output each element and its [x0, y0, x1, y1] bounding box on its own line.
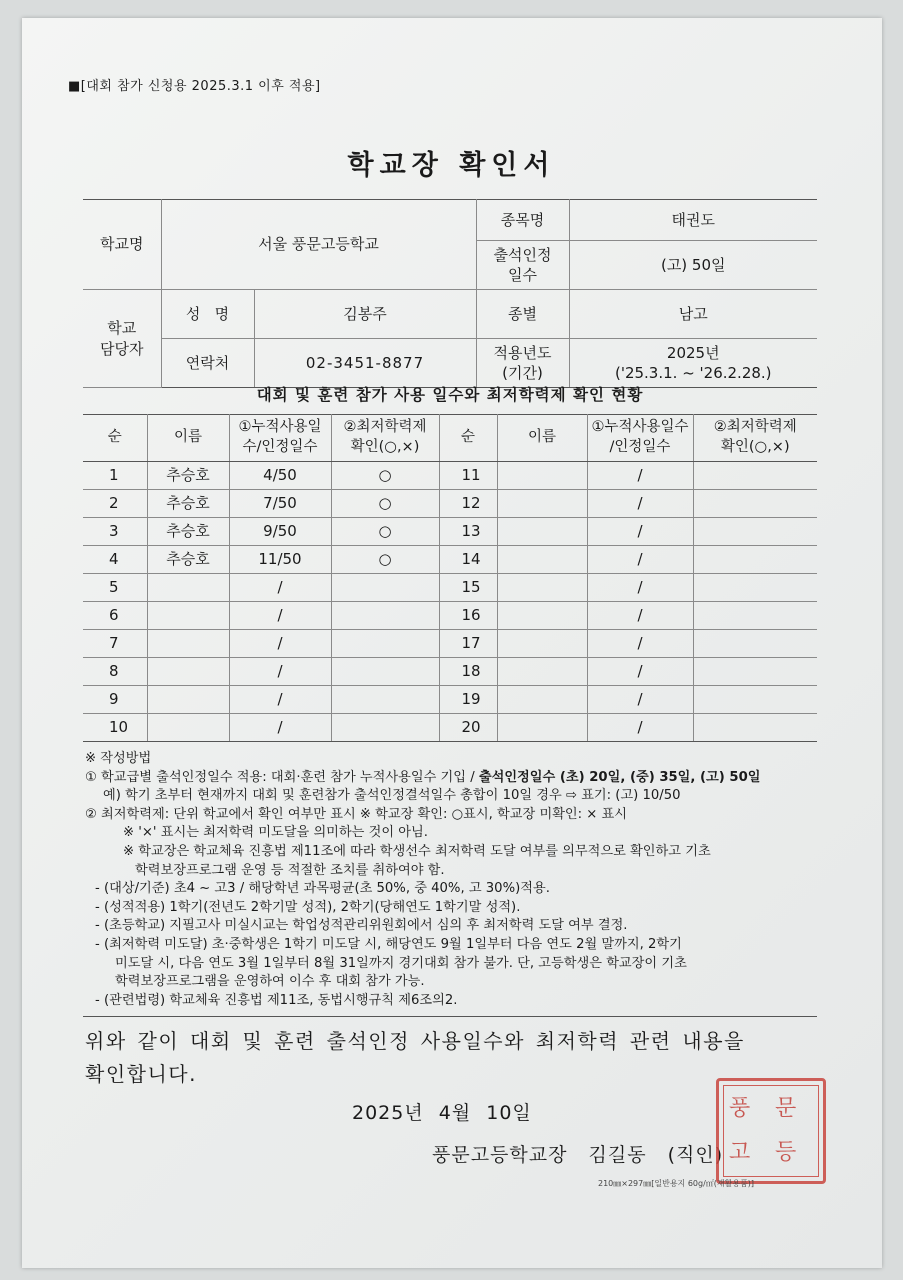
note-2-sub2: ※ 학교장은 학교체육 진흥법 제11조에 따라 학생선수 최저학력 도달 여부를 의무적으로 확인하고 기초 — [123, 843, 711, 859]
row-no: 4 — [83, 546, 147, 574]
row-days2: / — [587, 462, 693, 490]
table-row — [83, 490, 817, 518]
row-name2 — [497, 686, 587, 714]
note-2: ② 최저학력제: 단위 학교에서 확인 여부만 표시 ※ 학교장 확인: ○표시, 학교장 미확인: × 표시 — [85, 806, 628, 822]
row-name2 — [497, 490, 587, 518]
row-days2: / — [587, 490, 693, 518]
row-days: / — [229, 658, 331, 686]
row-check2 — [693, 714, 817, 742]
col-no2: 순 — [439, 415, 497, 462]
note-1-bold: 출석인정일수 (초) 20일, (중) 35일, (고) 50일 — [478, 769, 761, 785]
col-check2: ②최저학력제 확인(○,×) — [693, 415, 817, 462]
row-no: 8 — [83, 658, 147, 686]
row-check — [331, 686, 439, 714]
note-1-example: 예) 학기 초부터 현재까지 대회 및 훈련참가 출석인정결석일수 총합이 10일 경우 ⇨ 표기: (고) 10/50 — [103, 788, 681, 804]
document-title: 학교장 확인서 — [347, 150, 556, 181]
row-no: 7 — [83, 630, 147, 658]
info-table — [83, 199, 817, 388]
col-check: ②최저학력제 확인(○,×) — [331, 415, 439, 462]
notes-heading: ※ 작성방법 — [85, 751, 152, 766]
row-name2 — [497, 630, 587, 658]
manager-label: 학교 담당자 — [83, 290, 161, 388]
row-no2: 18 — [439, 658, 497, 686]
col-name: 이름 — [147, 415, 229, 462]
row-check2 — [693, 658, 817, 686]
table-row — [83, 546, 817, 574]
row-days2: / — [587, 630, 693, 658]
row-check2 — [693, 490, 817, 518]
row-days: 11/50 — [229, 546, 331, 574]
form-code: ■[대회 참가 신청용 2025.3.1 이후 적용] — [68, 79, 321, 94]
row-days: / — [229, 714, 331, 742]
issue-date: 2025년 4월 10일 — [352, 1102, 532, 1124]
row-name2 — [497, 602, 587, 630]
row-name — [147, 714, 229, 742]
row-name — [147, 602, 229, 630]
row-check — [331, 574, 439, 602]
contact-label: 연락처 — [161, 339, 254, 388]
row-days: / — [229, 602, 331, 630]
row-check2 — [693, 518, 817, 546]
note-2-sub1: ※ '×' 표시는 최저학력 미도달을 의미하는 것이 아님. — [123, 825, 428, 841]
row-check: ○ — [331, 490, 439, 518]
official-seal-icon: 풍 문 고 등 — [716, 1078, 826, 1184]
row-no: 10 — [83, 714, 147, 742]
gender-value: 남고 — [569, 290, 817, 339]
note-1-text: ① 학교급별 출석인정일수 적용: 대회·훈련 참가 누적사용일수 기입 / — [85, 769, 479, 785]
participation-table — [83, 414, 817, 742]
note-2-sub2-cont: 학력보장프로그램 운영 등 적절한 조치를 취하여야 함. — [135, 862, 445, 878]
row-days: / — [229, 630, 331, 658]
sport-label: 종목명 — [476, 200, 569, 241]
row-days2: / — [587, 714, 693, 742]
gender-label: 종별 — [476, 290, 569, 339]
row-check2 — [693, 602, 817, 630]
row-name2 — [497, 462, 587, 490]
name-label: 성 명 — [161, 290, 254, 339]
paper-spec: 210㎜×297㎜[일반용지 60g/㎡(재활용품)] — [598, 1179, 755, 1188]
row-days2: / — [587, 686, 693, 714]
row-name: 추승호 — [147, 490, 229, 518]
col-name2: 이름 — [497, 415, 587, 462]
attend-label: 출석인정 일수 — [476, 241, 569, 290]
row-name2 — [497, 714, 587, 742]
row-days2: / — [587, 602, 693, 630]
row-name — [147, 658, 229, 686]
row-days2: / — [587, 546, 693, 574]
row-check2 — [693, 462, 817, 490]
row-no: 5 — [83, 574, 147, 602]
section-title: 대회 및 훈련 참가 사용 일수와 최저학력제 확인 현황 — [256, 386, 644, 404]
divider — [83, 1016, 817, 1017]
table-row — [83, 686, 817, 714]
row-check — [331, 602, 439, 630]
row-no2: 15 — [439, 574, 497, 602]
row-name2 — [497, 658, 587, 686]
row-days: 4/50 — [229, 462, 331, 490]
note-below-min-cont1: 미도달 시, 다음 연도 3월 1일부터 8월 31일까지 경기대회 참가 불가. 단, 고등학생은 학교장이 기초 — [115, 955, 687, 971]
row-no: 6 — [83, 602, 147, 630]
col-days2: ①누적사용일수 /인정일수 — [587, 415, 693, 462]
row-name2 — [497, 574, 587, 602]
row-no2: 14 — [439, 546, 497, 574]
row-no2: 16 — [439, 602, 497, 630]
contact-value: 02-3451-8877 — [254, 339, 476, 388]
note-below-min-cont2: 학력보장프로그램을 운영하여 이수 후 대회 참가 가능. — [115, 974, 425, 990]
row-check2 — [693, 546, 817, 574]
year-cell — [569, 339, 817, 388]
table-row — [83, 658, 817, 686]
sport-value: 태권도 — [569, 200, 817, 241]
row-check — [331, 714, 439, 742]
row-check: ○ — [331, 462, 439, 490]
row-days: 9/50 — [229, 518, 331, 546]
row-no: 3 — [83, 518, 147, 546]
row-no: 2 — [83, 490, 147, 518]
name-value: 김봉주 — [254, 290, 476, 339]
table-row — [83, 518, 817, 546]
table-row — [83, 602, 817, 630]
note-below-min: - (최저학력 미도달) 초·중학생은 1학기 미도달 시, 해당연도 9월 1일부터 다음 연도 2월 말까지, 2학기 — [95, 936, 682, 952]
row-name — [147, 574, 229, 602]
attend-value: (고) 50일 — [569, 241, 817, 290]
col-days: ①누적사용일 수/인정일수 — [229, 415, 331, 462]
year-value: 2025년 — [666, 343, 720, 362]
note-grades: - (성적적용) 1학기(전년도 2학기말 성적), 2학기(당해연도 1학기말 성적). — [95, 899, 521, 915]
row-check: ○ — [331, 518, 439, 546]
period-value: ('25.3.1. ~ '26.2.28.) — [614, 364, 772, 382]
confirm-line-2: 확인합니다. — [85, 1062, 197, 1086]
row-name — [147, 630, 229, 658]
school-label: 학교명 — [83, 200, 161, 290]
row-check2 — [693, 574, 817, 602]
row-days: / — [229, 574, 331, 602]
note-target: - (대상/기준) 초4 ~ 고3 / 해당학년 과목평균(초 50%, 중 40%, 고 30%)적용. — [95, 881, 550, 897]
table-row — [83, 462, 817, 490]
row-no: 9 — [83, 686, 147, 714]
row-name: 추승호 — [147, 546, 229, 574]
row-no2: 12 — [439, 490, 497, 518]
table-row — [83, 714, 817, 742]
row-check — [331, 658, 439, 686]
row-no: 1 — [83, 462, 147, 490]
row-name: 추승호 — [147, 518, 229, 546]
year-label: 적용년도 (기간) — [476, 339, 569, 388]
note-1 — [85, 769, 820, 788]
row-name: 추승호 — [147, 462, 229, 490]
table-row — [83, 574, 817, 602]
note-laws: - (관련법령) 학교체육 진흥법 제11조, 동법시행규칙 제6조의2. — [95, 992, 458, 1008]
col-no: 순 — [83, 415, 147, 462]
notes-section — [85, 750, 820, 1010]
table-row — [83, 630, 817, 658]
row-check2 — [693, 630, 817, 658]
row-days2: / — [587, 574, 693, 602]
row-name2 — [497, 546, 587, 574]
row-days: / — [229, 686, 331, 714]
row-check: ○ — [331, 546, 439, 574]
row-check — [331, 630, 439, 658]
school-value: 서울 풍문고등학교 — [161, 200, 476, 290]
signer: 풍문고등학교장 김길동 (직인) — [432, 1144, 724, 1166]
row-check2 — [693, 686, 817, 714]
row-no2: 17 — [439, 630, 497, 658]
row-no2: 20 — [439, 714, 497, 742]
row-no2: 13 — [439, 518, 497, 546]
row-days2: / — [587, 518, 693, 546]
row-name — [147, 686, 229, 714]
row-no2: 11 — [439, 462, 497, 490]
confirm-statement — [85, 1025, 815, 1091]
row-no2: 19 — [439, 686, 497, 714]
row-name2 — [497, 518, 587, 546]
row-days2: / — [587, 658, 693, 686]
note-elementary: - (초등학교) 지필고사 미실시교는 학업성적관리위원회에서 심의 후 최저학력 도달 여부 결정. — [95, 918, 628, 934]
confirm-line-1: 위와 같이 대회 및 훈련 출석인정 사용일수와 최저학력 관련 내용을 — [85, 1029, 745, 1053]
row-days: 7/50 — [229, 490, 331, 518]
